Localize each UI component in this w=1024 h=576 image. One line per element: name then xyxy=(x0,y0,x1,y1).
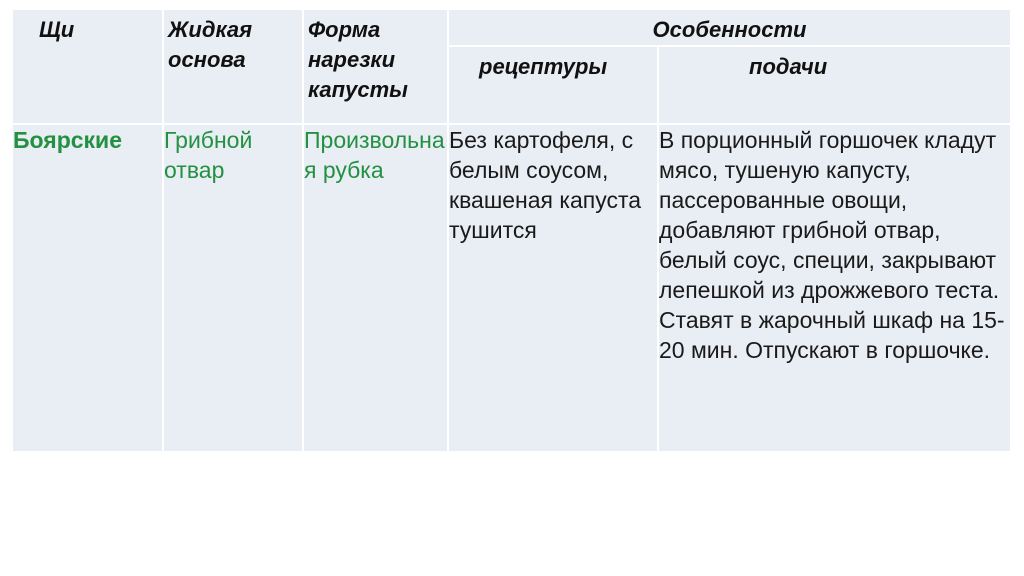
header-recipe: рецептуры xyxy=(448,46,658,124)
cell-serving-features: В порционный горшочек кладут мясо, тушеную капусту, пассерованные овощи, добавляют грибной отвар, белый соус, специи, закрывают лепешкой из дрожжевого теста. Ставят в жарочный шкаф на 15-20 мин. Отпускают в горшочке. xyxy=(658,124,1011,452)
cell-liquid-base: Грибной отвар xyxy=(163,124,303,452)
cell-dish-name: Боярские xyxy=(13,124,163,452)
header-liquid-base: Жидкая основа xyxy=(163,10,303,124)
cell-recipe-features: Без картофеля, с белым соусом, квашеная капуста тушится xyxy=(448,124,658,452)
soup-table xyxy=(13,10,1012,453)
header-row-top xyxy=(13,10,1011,46)
header-features: Особенности xyxy=(448,10,1011,46)
table-row xyxy=(13,124,1011,452)
header-cabbage-cut: Форма нарезки капусты xyxy=(303,10,448,124)
header-soup: Щи xyxy=(13,10,163,124)
header-serving: подачи xyxy=(658,46,1011,124)
cell-cabbage-cut: Произвольная рубка xyxy=(303,124,448,452)
